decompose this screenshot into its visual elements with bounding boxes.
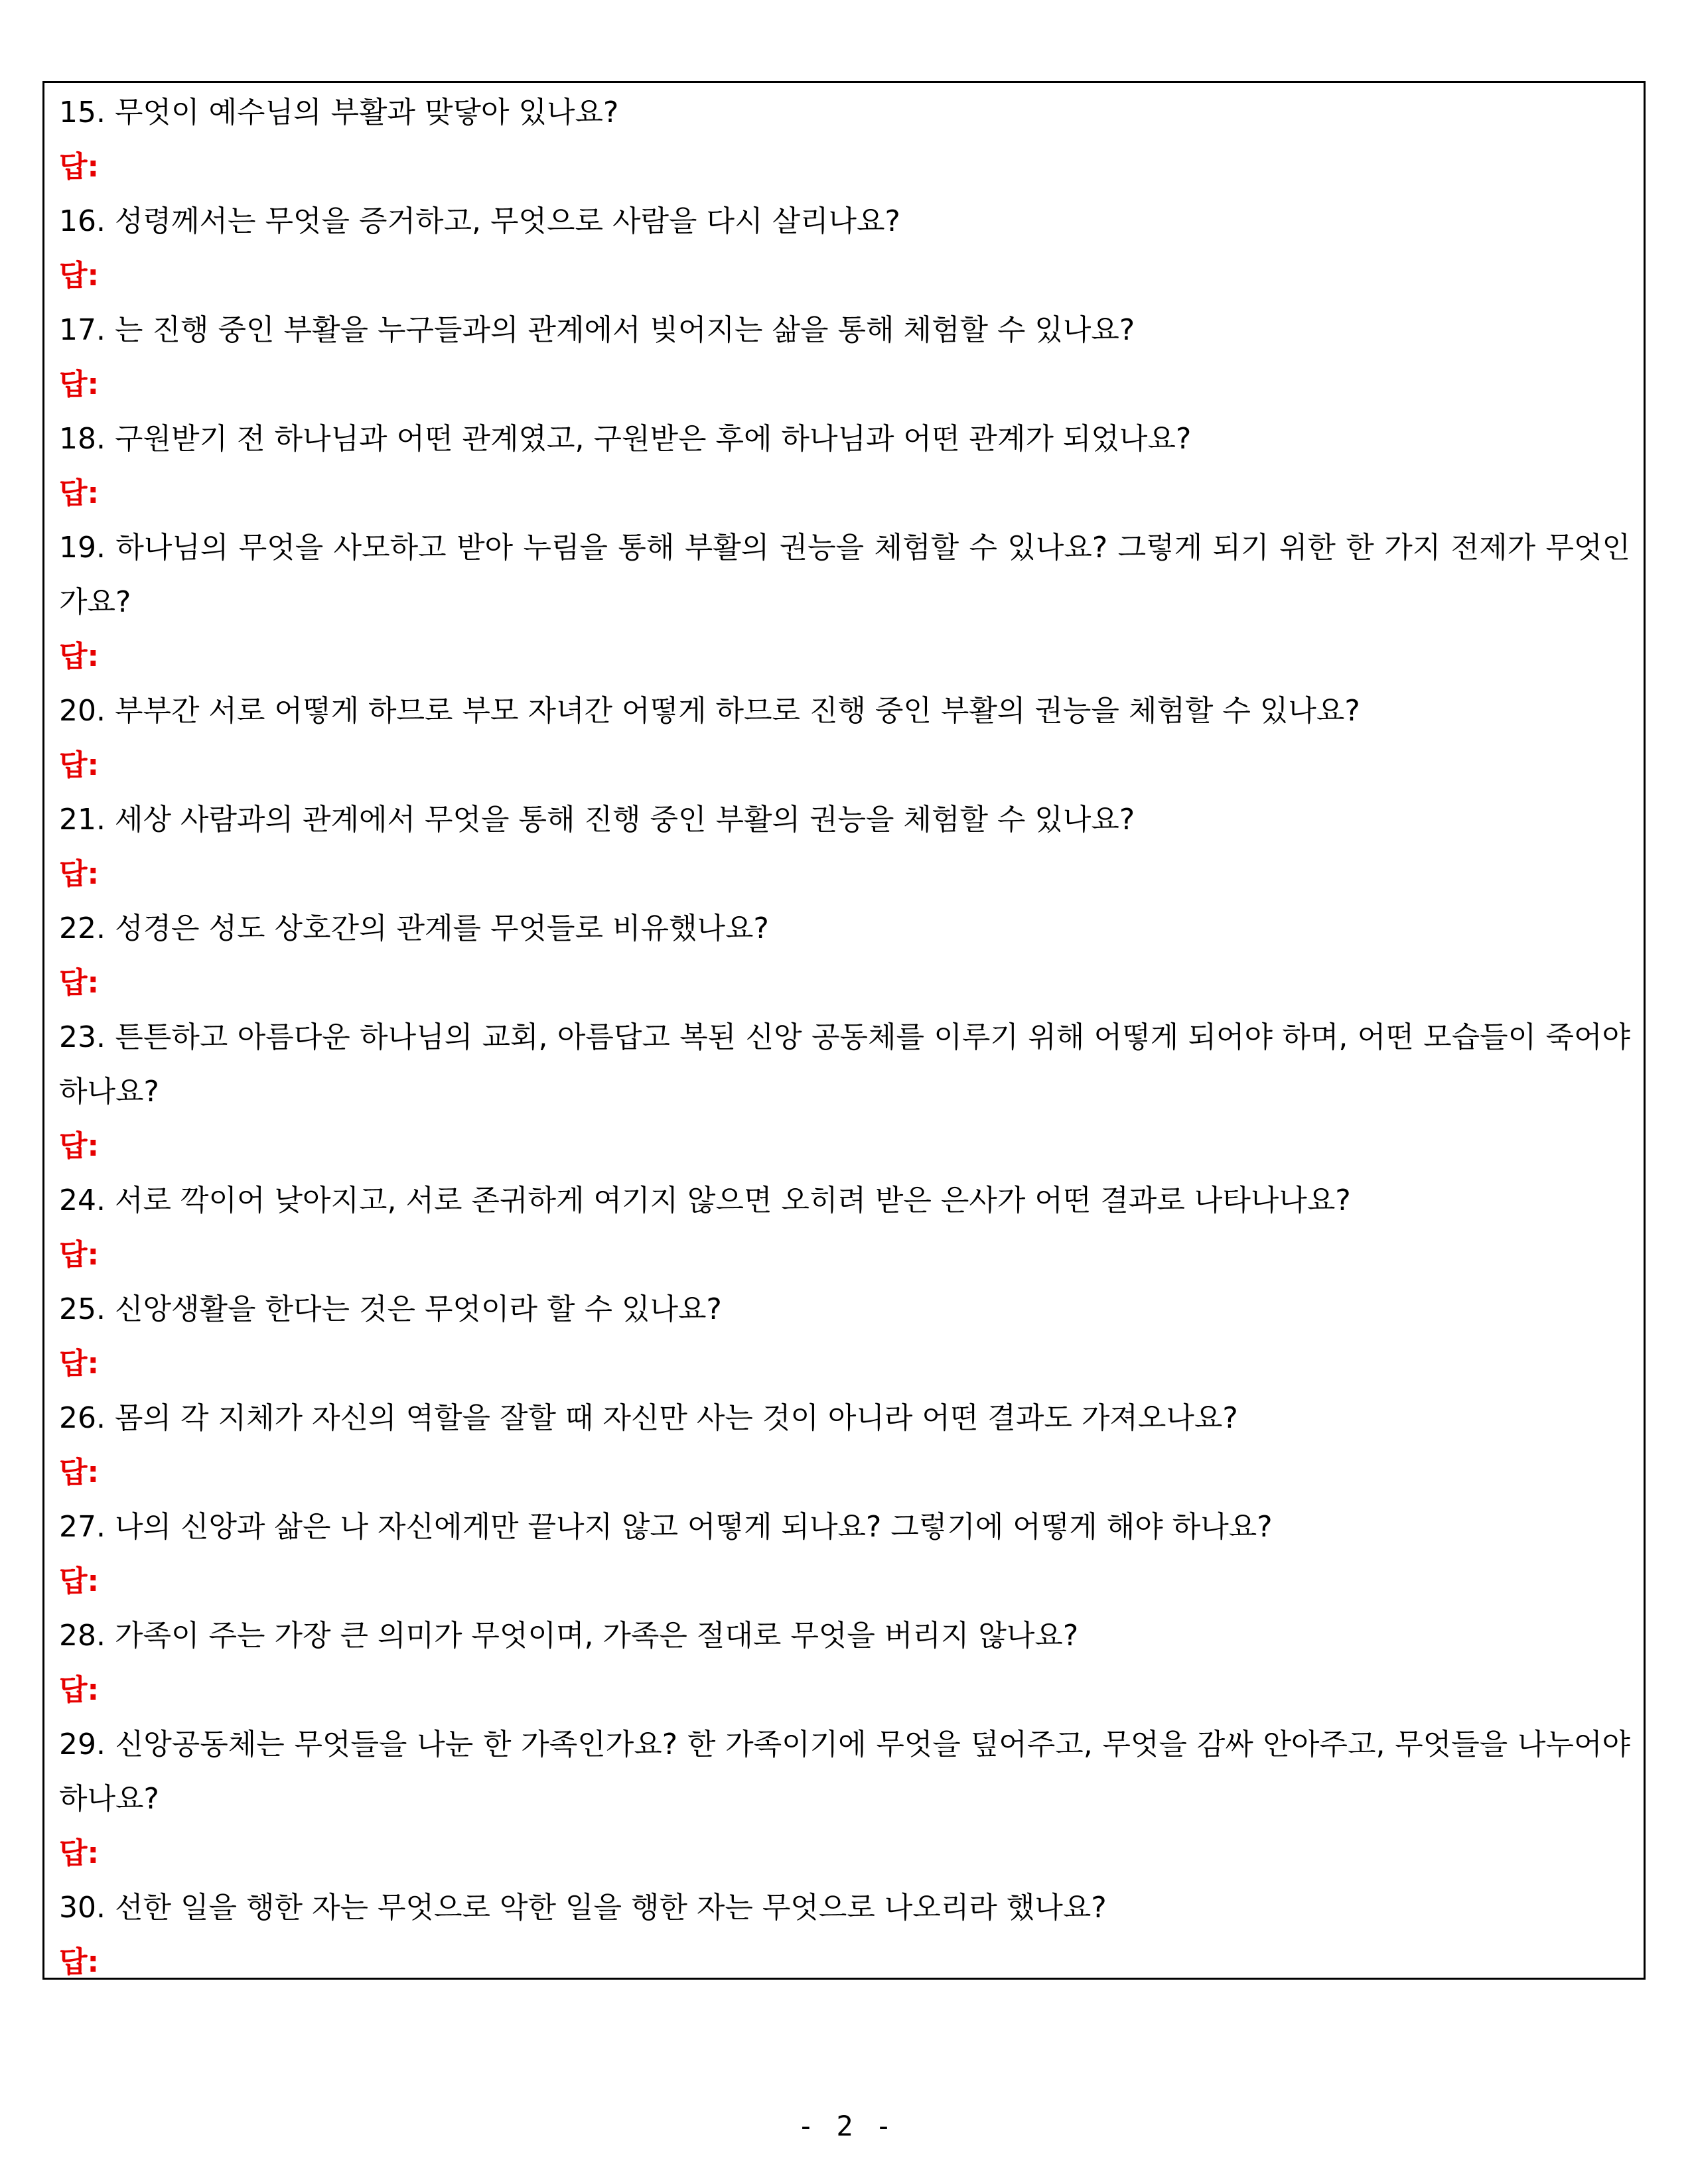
qa-item	[59, 412, 1630, 521]
qa-item	[59, 194, 1630, 303]
question-text: 17. 는 진행 중인 부활을 누구들과의 관계에서 빚어지는 삶을 통해 체험할 수 있나요?	[59, 313, 1135, 347]
question-text: 28. 가족이 주는 가장 큰 의미가 무엇이며, 가족은 절대로 무엇을 버리지 않나요?	[59, 1619, 1079, 1653]
question-text: 24. 서로 깍이어 낮아지고, 서로 존귀하게 여기지 않으면 오히려 받은 은사가 어떤 결과로 나타나나요?	[59, 1184, 1351, 1217]
answer-label: 답:	[59, 1673, 100, 1707]
question-text: 22. 성경은 성도 상호간의 관계를 무엇들로 비유했나요?	[59, 912, 769, 945]
answer-label: 답:	[59, 1129, 100, 1163]
qa-item	[59, 1609, 1630, 1718]
question-text: 23. 튼튼하고 아름다운 하나님의 교회, 아름답고 복된 신앙 공동체를 이루기 위해 어떻게 되어야 하며, 어떤 모습들이 죽어야 하나요?	[59, 1020, 1630, 1109]
qa-item	[59, 1282, 1630, 1391]
answer-label: 답:	[59, 1945, 100, 1979]
answer-label: 답:	[59, 259, 100, 293]
question-text: 29. 신앙공동체는 무엇들을 나눈 한 가족인가요? 한 가족이기에 무엇을 덮어주고, 무엇을 감싸 안아주고, 무엇들을 나누어야 하나요?	[59, 1728, 1631, 1816]
question-text: 21. 세상 사람과의 관계에서 무엇을 통해 진행 중인 부활의 권능을 체험할 수 있나요?	[59, 803, 1135, 837]
qa-item	[59, 1174, 1630, 1282]
qa-list	[59, 86, 1630, 1990]
answer-label: 답:	[59, 857, 100, 891]
answer-label: 답:	[59, 1456, 100, 1489]
answer-label: 답:	[59, 150, 100, 184]
qa-item	[59, 1391, 1630, 1500]
question-text: 18. 구원받기 전 하나님과 어떤 관계였고, 구원받은 후에 하나님과 어떤 관계가 되었나요?	[59, 422, 1192, 456]
page-number: - 2 -	[797, 2110, 895, 2142]
question-text: 25. 신앙생활을 한다는 것은 무엇이라 할 수 있나요?	[59, 1292, 722, 1326]
question-text: 30. 선한 일을 행한 자는 무엇으로 악한 일을 행한 자는 무엇으로 나오리라 했나요?	[59, 1891, 1107, 1925]
answer-label: 답:	[59, 640, 100, 673]
question-text: 27. 나의 신앙과 삶은 나 자신에게만 끝나지 않고 어떻게 되나요? 그렇기에 어떻게 해야 하나요?	[59, 1510, 1273, 1544]
answer-label: 답:	[59, 1564, 100, 1598]
answer-label: 답:	[59, 476, 100, 510]
answer-label: 답:	[59, 1347, 100, 1381]
qa-item	[59, 86, 1630, 194]
question-text: 26. 몸의 각 지체가 자신의 역할을 잘할 때 자신만 사는 것이 아니라 어떤 결과도 가져오나요?	[59, 1401, 1238, 1435]
qa-item	[59, 902, 1630, 1010]
question-text: 15. 무엇이 예수님의 부활과 맞닿아 있나요?	[59, 96, 619, 129]
question-text: 20. 부부간 서로 어떻게 하므로 부모 자녀간 어떻게 하므로 진행 중인 부활의 권능을 체험할 수 있나요?	[59, 694, 1360, 728]
question-text: 19. 하나님의 무엇을 사모하고 받아 누림을 통해 부활의 권능을 체험할 수 있나요? 그렇게 되기 위한 한 가지 전제가 무엇인가요?	[59, 531, 1630, 619]
answer-label: 답:	[59, 966, 100, 1000]
qa-item	[59, 1881, 1630, 1990]
qa-item	[59, 684, 1630, 793]
answer-label: 답:	[59, 748, 100, 782]
qa-item	[59, 1500, 1630, 1609]
question-text: 16. 성령께서는 무엇을 증거하고, 무엇으로 사람을 다시 살리나요?	[59, 204, 900, 238]
answer-label: 답:	[59, 1836, 100, 1870]
qa-item	[59, 793, 1630, 902]
qa-item	[59, 1010, 1630, 1174]
qa-item	[59, 1718, 1630, 1881]
answer-label: 답:	[59, 1238, 100, 1272]
qa-item	[59, 303, 1630, 412]
qa-item	[59, 521, 1630, 684]
question-box	[42, 81, 1646, 1980]
answer-label: 답:	[59, 368, 100, 401]
